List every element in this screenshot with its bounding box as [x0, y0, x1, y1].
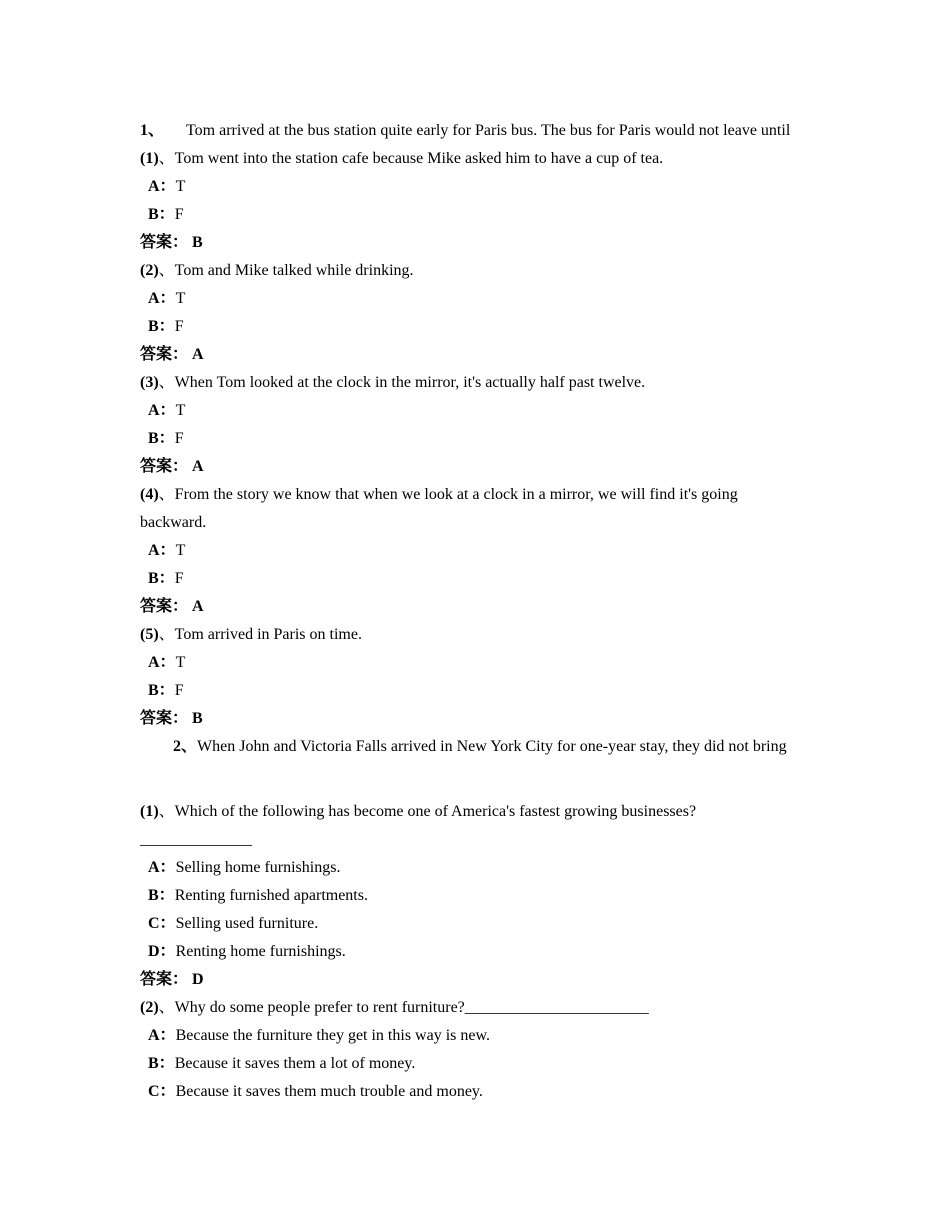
- section-2-header: [140, 733, 820, 761]
- question: (5)、Tom arrived in Paris on time.: [140, 626, 362, 643]
- answer-line: [140, 453, 820, 481]
- question-text: From the story we know that when we look at a clock in a mirror, we will find it's going: [174, 486, 738, 503]
- option-label: A：: [148, 178, 176, 195]
- answer-value: B: [192, 234, 203, 251]
- option-text: Renting furnished apartments.: [174, 887, 368, 904]
- option: [140, 313, 820, 341]
- answer-line: [140, 966, 820, 994]
- answer-value: D: [192, 971, 204, 988]
- question: (2)、Why do some people prefer to rent furniture?_______________________: [140, 999, 649, 1016]
- question-number: (2): [140, 999, 159, 1016]
- option-label: A：: [148, 290, 176, 307]
- option-text: F: [174, 430, 184, 447]
- section-1-header: [140, 117, 820, 145]
- option-text: F: [174, 570, 184, 587]
- question-number: (2): [140, 262, 159, 279]
- answer-label: 答案：: [140, 346, 189, 363]
- option-text: Selling used furniture.: [175, 915, 319, 932]
- answer-line: [140, 341, 820, 369]
- question-text-continued: backward.: [140, 514, 207, 531]
- option: [140, 882, 820, 910]
- question-text: Tom went into the station cafe because Mike asked him to have a cup of tea.: [174, 150, 664, 167]
- question: (1)、Which of the following has become one of America's fastest growing businesses?: [140, 803, 697, 820]
- question-text: Tom arrived in Paris on time.: [174, 626, 362, 643]
- option: [140, 938, 820, 966]
- option: [140, 397, 820, 425]
- option: [140, 425, 820, 453]
- option-text: F: [174, 682, 184, 699]
- question: (3)、When Tom looked at the clock in the mirror, it's actually half past twelve.: [140, 374, 646, 391]
- option-label: C：: [148, 915, 176, 932]
- question-text: Why do some people prefer to rent furniture?_______________________: [174, 999, 649, 1016]
- option-text: T: [175, 290, 186, 307]
- option-label: A：: [148, 402, 176, 419]
- question-text: Tom and Mike talked while drinking.: [174, 262, 414, 279]
- option: [140, 565, 820, 593]
- option: [140, 1050, 820, 1078]
- option: [140, 173, 820, 201]
- question: (1)、Tom went into the station cafe because Mike asked him to have a cup of tea.: [140, 150, 664, 167]
- question-text: When Tom looked at the clock in the mirror, it's actually half past twelve.: [174, 374, 646, 391]
- answer-blank: ______________: [140, 831, 252, 848]
- option: [140, 1078, 820, 1106]
- option: [140, 1022, 820, 1050]
- option-label: A：: [148, 654, 176, 671]
- question-number: (4): [140, 486, 159, 503]
- question-number: (1): [140, 150, 159, 167]
- answer-line: [140, 229, 820, 257]
- option-label: B：: [148, 682, 175, 699]
- option-label: B：: [148, 570, 175, 587]
- option: [140, 910, 820, 938]
- option-label: B：: [148, 318, 175, 335]
- answer-value: B: [192, 710, 203, 727]
- option-label: B：: [148, 430, 175, 447]
- option-text: Because it saves them a lot of money.: [174, 1055, 416, 1072]
- answer-line: [140, 593, 820, 621]
- option: [140, 537, 820, 565]
- answer-label: 答案：: [140, 971, 189, 988]
- option-text: Selling home furnishings.: [175, 859, 341, 876]
- option-label: A：: [148, 1027, 176, 1044]
- option: [140, 201, 820, 229]
- answer-value: A: [192, 458, 204, 475]
- answer-label: 答案：: [140, 458, 189, 475]
- option-text: Because the furniture they get in this way is new.: [175, 1027, 490, 1044]
- option-text: Because it saves them much trouble and money.: [175, 1083, 483, 1100]
- option-label: D：: [148, 943, 176, 960]
- question-number: (3): [140, 374, 159, 391]
- option-text: T: [175, 542, 186, 559]
- question: (4)、From the story we know that when we look at a clock in a mirror, we will find it's going: [140, 486, 738, 503]
- section-gap: [140, 761, 820, 798]
- option: [140, 649, 820, 677]
- answer-line: [140, 705, 820, 733]
- option-label: A：: [148, 542, 176, 559]
- option: [140, 677, 820, 705]
- option-label: C：: [148, 1083, 176, 1100]
- option-label: B：: [148, 206, 175, 223]
- option: [140, 854, 820, 882]
- option-label: A：: [148, 859, 176, 876]
- option-label: B：: [148, 887, 175, 904]
- option: [140, 285, 820, 313]
- document-page: [140, 117, 820, 1106]
- question-number: (1): [140, 803, 159, 820]
- option-text: F: [174, 206, 184, 223]
- option-text: T: [175, 402, 186, 419]
- answer-value: A: [192, 346, 204, 363]
- section-number: 1、: [140, 122, 165, 139]
- passage-text: When John and Victoria Falls arrived in New York City for one-year stay, they did not bring: [197, 738, 787, 755]
- option-text: Renting home furnishings.: [175, 943, 346, 960]
- section-number: 2、: [173, 738, 198, 755]
- question: (2)、Tom and Mike talked while drinking.: [140, 262, 414, 279]
- question-number: (5): [140, 626, 159, 643]
- option-label: B：: [148, 1055, 175, 1072]
- answer-label: 答案：: [140, 710, 189, 727]
- answer-label: 答案：: [140, 598, 189, 615]
- option-text: F: [174, 318, 184, 335]
- option-text: T: [175, 178, 186, 195]
- option-text: T: [175, 654, 186, 671]
- answer-value: A: [192, 598, 204, 615]
- question-text: Which of the following has become one of America's fastest growing businesses?: [174, 803, 697, 820]
- answer-label: 答案：: [140, 234, 189, 251]
- passage-text: Tom arrived at the bus station quite early for Paris bus. The bus for Paris would not leave until: [186, 122, 791, 139]
